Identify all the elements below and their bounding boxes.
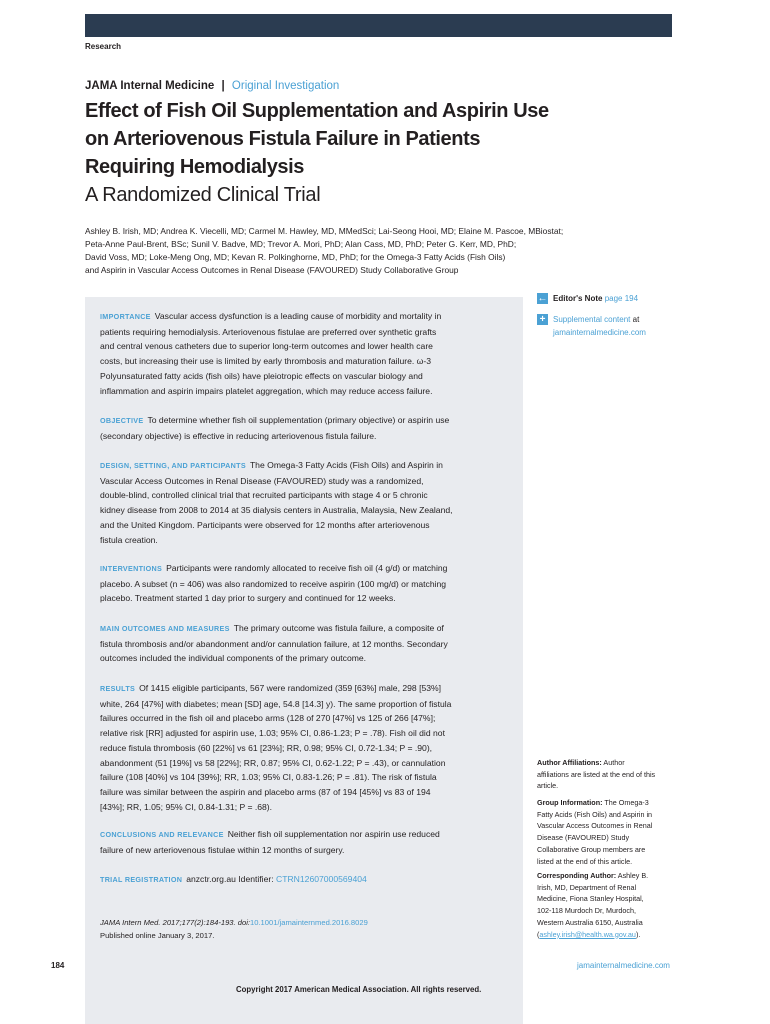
aff-line: Irish, MD, Department of Renal [537,882,637,892]
section-label: Research [85,42,122,51]
abstract-heading: INTERVENTIONS [100,564,163,573]
published-date: Published online January 3, 2017. [100,930,215,940]
supplemental-link[interactable]: jamainternalmedicine.com [553,327,646,337]
abstract-line: To determine whether fish oil supplementation (primary objective) or aspirin use [147,415,450,425]
abstract-line: failures occurred in the fish oil and placebo arms (128 of 270 [47%] vs 125 of 266 [47%]; [100,713,436,724]
author-affiliations [537,757,677,792]
abstract-line: placebo. A subset (n = 406) was also randomized to receive aspirin (100 mg/d) or matching [100,578,447,589]
abstract-line: patients requiring hemodialysis. Arteriovenous fistulae are preferred over synthetic grafts [100,326,437,337]
abstract-heading: RESULTS [100,684,136,693]
arrow-left-icon: ← [537,293,548,304]
corresponding-author [537,870,677,940]
abstract-line: costs, but increasing their use is limited by early thrombosis and maturation failure. ω-3 [100,356,432,367]
abstract-line: kidney disease from 2008 to 2014 at 35 dialysis centers in Australia, Malaysia, New Zealand, [100,505,453,516]
abstract-line: inflammation and aspirin impairs platelet aggregation, which may reduce access failure. [100,385,433,396]
abstract-heading: CONCLUSIONS AND RELEVANCE [100,830,224,839]
footer-url[interactable]: jamainternalmedicine.com [577,961,670,970]
abstract-line: failure was similar between the aspirin and placebo arms (87 of 194 [45%] vs 83 of 194 [100,786,431,797]
journal-line [85,80,339,92]
abstract-line: Vascular access dysfunction is a leading cause of morbidity and mortality in [154,311,442,321]
aff-line: Collaborative Group members are [537,844,646,854]
doi-link[interactable]: 10.1001/jamainternmed.2016.8029 [250,918,368,927]
abstract-line: [43%]; RR, 1.05; 95% CI, 0.84-1.31; P = .68). [100,801,273,812]
abstract-results [100,681,500,814]
abstract-line: Neither fish oil supplementation nor aspirin use reduced [227,829,440,839]
abstract-line: and the United Kingdom. Participants were observed for 12 months after arteriovenous [100,519,430,530]
abstract-heading: OBJECTIVE [100,416,144,425]
author-line: Peta-Anne Paul-Brent, BSc; Sunil V. Badve, MD; Trevor A. Mori, PhD; Alan Cass, MD, PhD; Peter G. Kerr, MD, PhD; [85,239,517,249]
trial-id-link[interactable]: CTRN12607000569404 [276,874,367,884]
title-line: on Arteriovenous Fistula Failure in Patients [85,128,481,150]
article-title [85,97,685,181]
title-line: Effect of Fish Oil Supplementation and Aspirin Use [85,100,549,122]
article-type: Original Investigation [231,80,340,92]
editors-note-label: Editor's Note [553,294,603,303]
author-line: David Voss, MD; Loke-Meng Ong, MD; Kevan R. Polkinghorne, MD, PhD; for the Omega-3 Fatty Acids (Fish Oils) [85,252,506,262]
abstract-importance [100,309,500,398]
abstract-trial-registration [100,872,500,888]
aff-line: The Omega-3 [604,798,649,807]
abstract-conclusions [100,827,500,857]
aff-line: affiliations are listed at the end of this [537,769,656,779]
abstract-line: reduce fistula thrombosis (60 [22%] vs 61 [23%]; RR, 0.98; 95% CI, 0.72-1.34; P = .90), [100,742,433,753]
aff-line: listed at the end of this article. [537,856,633,866]
abstract-heading: TRIAL REGISTRATION [100,875,183,884]
abstract-line: and central venous catheters due to superior long-term outcomes and lower health care [100,341,433,352]
editors-note-link[interactable]: page 194 [604,294,639,303]
abstract-design [100,458,500,547]
supplemental-suffix: at [632,315,640,324]
citation [100,917,500,942]
aff-heading: Corresponding Author: [537,871,617,880]
citation-prefix: JAMA Intern Med. 2017;177(2):184-193. doi: [100,918,250,927]
journal-name: JAMA Internal Medicine [85,80,215,92]
journal-separator: | [221,80,225,92]
abstract-line: white, 264 [47%] with diabetes; mean [SD] age, 54.8 [14.3] y). The same proportion of fistula [100,698,452,709]
page-number: 184 [51,961,65,970]
abstract-line: Polyunsaturated fatty acids (fish oils) have pleiotropic effects on vascular biology and [100,370,423,381]
abstract-line: abandonment (51 [19%] vs 58 [22%]; RR, 0.87; 95% CI, 0.62-1.22; P = .43), or cannulation [100,757,446,768]
aff-line: Vascular Access Outcomes in Renal [537,821,653,831]
abstract-heading: MAIN OUTCOMES AND MEASURES [100,624,230,633]
abstract-line: Of 1415 eligible participants, 567 were randomized (359 [63%] male, 298 [53%] [139,683,442,693]
abstract-line: fistula thrombosis and/or abandonment and/or cannulation failure, at 12 months. Secondary [100,638,448,649]
abstract-line: The primary outcome was fistula failure, a composite of [233,623,444,633]
author-line: Ashley B. Irish, MD; Andrea K. Viecelli, MD; Carmel M. Hawley, MD, MMedSci; Lai-Seong Hooi, MD; Elaine M. Pascoe, MBiostat; [85,226,564,236]
abstract-interventions [100,561,500,606]
abstract-line: The Omega-3 Fatty Acids (Fish Oils) and Aspirin in [249,460,443,470]
copyright-notice: Copyright 2017 American Medical Association. All rights reserved. [236,985,482,994]
abstract-line: (secondary objective) is effective in reducing arteriovenous fistula failure. [100,430,377,441]
abstract-line: Vascular Access Outcomes in Renal Disease (FAVOURED) study was a randomized, [100,475,424,486]
article-subtitle: A Randomized Clinical Trial [85,184,321,206]
aff-heading: Group Information: [537,798,603,807]
aff-line: Western Australia 6150, Australia [537,917,643,927]
author-line: and Aspirin in Vascular Access Outcomes in Renal Disease (FAVOURED) Study Collaborative Group [85,265,459,275]
abstract-line: failure (108 [40%] vs 104 [39%]; RR, 1.03; 95% CI, 0.83-1.26; P = .81). The risk of fistula [100,772,437,783]
abstract-outcomes [100,621,500,666]
abstract-objective [100,413,500,443]
plus-icon: + [537,314,548,325]
abstract-line: double-blind, controlled clinical trial that recruited participants with stage 4 or 5 chronic [100,490,428,501]
aff-heading: Author Affiliations: [537,758,602,767]
abstract-heading: IMPORTANCE [100,312,151,321]
title-line: Requiring Hemodialysis [85,156,305,178]
abstract-line: relative risk [RR] adjusted for aspirin use, 1.03; 95% CI, 0.86-1.23; P = .78). Fish oil did not [100,728,445,739]
email-prefix: ( [537,929,540,939]
trial-registry-text: anzctr.org.au Identifier: [186,874,274,884]
abstract-line: failure of new arteriovenous fistulae within 12 months of surgery. [100,844,345,855]
aff-line: Author [603,758,625,767]
abstract-line: outcomes included the individual components of the primary outcome. [100,653,367,664]
email-link[interactable]: ashley.irish@health.wa.gov.au [539,929,636,939]
abstract-line: Participants were randomly allocated to receive fish oil (4 g/d) or matching [166,563,448,573]
aff-line: Medicine, Fiona Stanley Hospital, [537,894,644,904]
aff-line: article. [537,781,559,791]
aff-line: 102-118 Murdoch Dr, Murdoch, [537,906,636,916]
header-banner [85,14,672,37]
group-information [537,797,677,867]
aff-line: Disease (FAVOURED) Study [537,833,630,843]
supplemental-label[interactable]: Supplemental content [553,315,631,324]
author-list [85,225,585,277]
aff-line: Ashley B. [617,871,649,880]
abstract-heading: DESIGN, SETTING, AND PARTICIPANTS [100,461,246,470]
abstract-line: fistula creation. [100,534,158,545]
email-suffix: ). [635,929,641,939]
aff-line: Fatty Acids (Fish Oils) and Aspirin in [537,809,653,819]
abstract-line: placebo. Treatment started 1 day prior to surgery and continued for 12 weeks. [100,593,396,604]
